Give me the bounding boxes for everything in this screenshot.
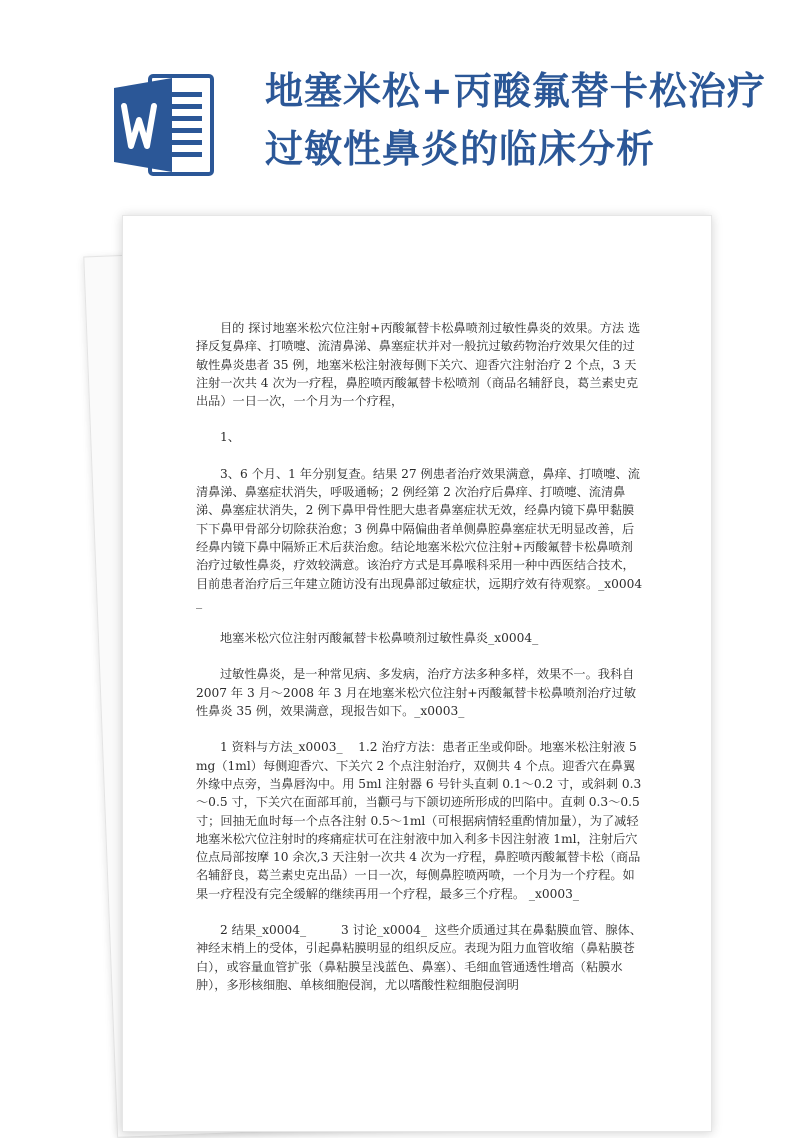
- paragraph-keywords: 地塞米松穴位注射丙酸氟替卡松鼻喷剂过敏性鼻炎_x0004_: [220, 631, 539, 646]
- paragraph-methods: 1 资料与方法_x0003_ 1.2 治疗方法：患者正坐或仰卧。地塞米松注射液 5mg（1ml）每侧迎香穴、下关穴 2 个点注射治疗，双侧共 4 个点。迎香穴在鼻翼外缘中点旁，当鼻唇沟中。用 5ml 注射器 6 号针头直刺 0.1～0.2 寸，或斜刺 0.3～0.5 寸，下关穴在面部耳前，当颧弓与下颌切迹所形成的凹陷中。直刺 0.3～0.5 寸；回抽无血时每一个点各注射 0.5～1ml（可根据病情轻重酌情加量），为了减轻地塞米松穴位注射时的疼痛症状可在注射液中加入利多卡因注射液 1ml，注射后穴位点局部按摩 10 余次,3 天注射一次共 4 次为一疗程，鼻腔喷丙酸氟替卡松（商品名辅舒良，葛兰素史克出品）一日一次，每侧鼻腔喷两喷，一个月为一个疗程。如果一疗程没有完全缓解的继续再用一个疗程，最多三个疗程。 _x0003_: [196, 740, 644, 901]
- paragraph-results: 3、6 个月、1 年分别复查。结果 27 例患者治疗效果满意，鼻痒、打喷嚏、流清鼻涕、鼻塞症状消失，呼吸通畅；2 例经第 2 次治疗后鼻痒、打喷嚏、流清鼻涕、鼻塞症状消失，2 例下鼻甲骨性肥大患者鼻塞症状无效，经鼻内镜下鼻甲黏膜下下鼻甲骨部分切除获治愈；3 例鼻中隔偏曲者单侧鼻腔鼻塞症状无明显改善，后经鼻内镜下鼻中隔矫正术后获治愈。结论地塞米松穴位注射+丙酸氟替卡松鼻喷剂治疗过敏性鼻炎，疗效较满意。该治疗方式是耳鼻喉科采用一种中西医结合技术，目前患者治疗后三年建立随访没有出现鼻部过敏症状，远期疗效有待观察。_x0004_: [196, 466, 643, 609]
- word-document-icon: [110, 70, 220, 180]
- title-line-2: 过敏性鼻炎的临床分析: [265, 126, 656, 171]
- title-line-1: 地塞米松+丙酸氟替卡松治疗: [265, 68, 766, 113]
- paragraph-intro: 过敏性鼻炎，是一种常见病、多发病，治疗方法多种多样，效果不一。我科自 2007 年 3 月～2008 年 3 月在地塞米松穴位注射+丙酸氟替卡松鼻喷剂治疗过敏性鼻炎 35 例，效果满意，现报告如下。_x0003_: [196, 667, 639, 719]
- document-body: [196, 319, 644, 1012]
- paragraph-discussion: 2 结果_x0004_ 3 讨论_x0004_ 这些介质通过其在鼻黏膜血管、腺体、神经末梢上的受体，引起鼻粘膜明显的组织反应。表现为阻力血管收缩（鼻粘膜苍白），或容量血管扩张（鼻粘膜呈浅蓝色、鼻塞）、毛细血管通透性增高（粘膜水肿），多形核细胞、单核细胞侵润，尤以嗜酸性粒细胞侵润明: [196, 923, 642, 992]
- document-header: [0, 0, 800, 215]
- paragraph-abstract: 目的 探讨地塞米松穴位注射+丙酸氟替卡松鼻喷剂过敏性鼻炎的效果。方法 选择反复鼻痒、打喷嚏、流清鼻涕、鼻塞症状并对一般抗过敏药物治疗效果欠佳的过敏性鼻炎患者 35 例，地塞米松注射液每侧下关穴、迎香穴注射治疗 2 个点，3 天注射一次共 4 次为一疗程，鼻腔喷丙酸氟替卡松喷剂（商品名辅舒良，葛兰素史克出品）一日一次，一个月为一个疗程，: [196, 321, 641, 409]
- document-page[interactable]: [122, 215, 712, 1132]
- paragraph-item-1: 1、: [220, 430, 240, 445]
- document-title: [265, 62, 785, 178]
